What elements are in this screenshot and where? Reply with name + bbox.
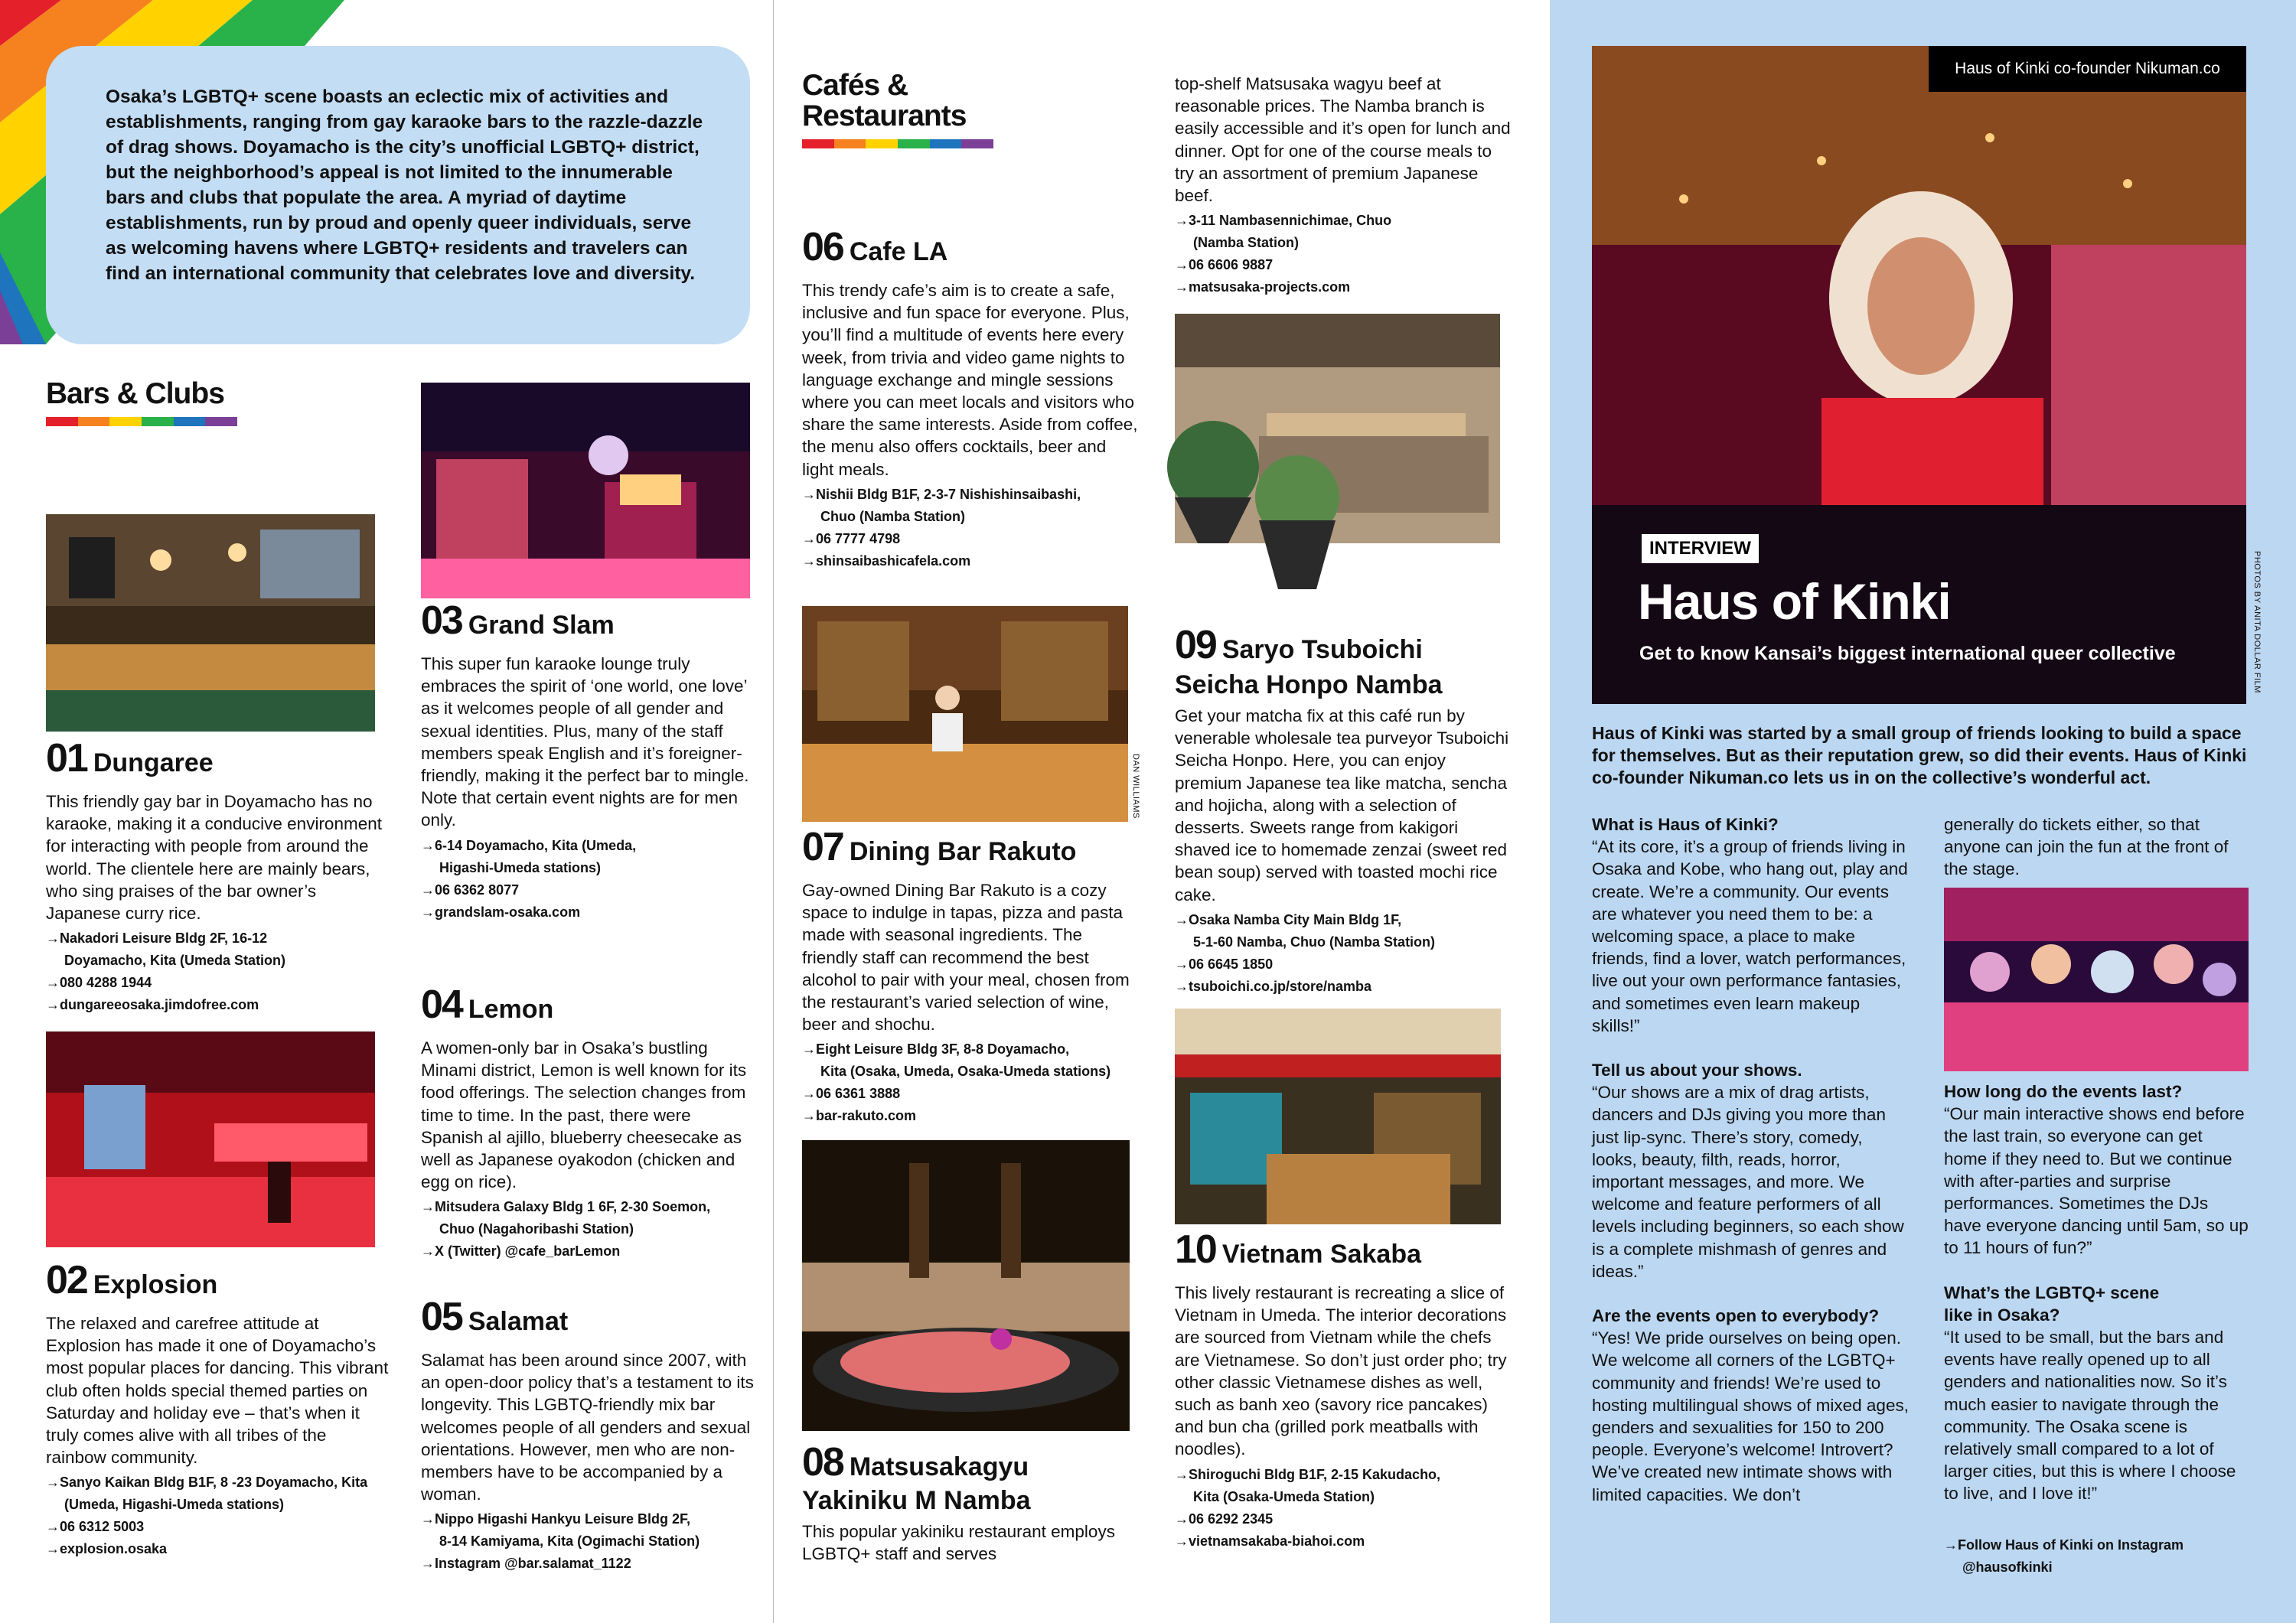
section-title-cafes-line1: Cafés & [802,69,908,102]
answer-continued: generally do tickets either, so that anyone can join the fun at the front of the stage. [1944,815,2229,879]
website-link[interactable]: →tsuboichi.co.jp/store/namba [1175,978,1372,994]
entry-body: Get your matcha fix at this café run by venerable wholesale tea purveyor Tsuboichi Seicha Honpo. Here, you can enjoy premium Japanese tea like matcha, sencha and hojicha, along with a selection of desserts. Sweets range from kakigori shaved ice to homemade zenzai (sweet red bean soup) served with toasted mochi rice cake. [1175,706,1509,904]
arrow-icon: → [1175,956,1189,972]
entry-number: 08 [802,1440,843,1484]
section-header-cafes [802,70,1001,148]
arrow-icon: → [1175,1511,1189,1527]
phone: →06 6645 1850 [1175,956,1274,972]
arrow-icon: → [421,1556,435,1572]
entry-name: Explosion [93,1270,218,1299]
entry-dungaree [46,736,383,1016]
arrow-icon: → [46,975,60,991]
question-line2: like in Osaka? [1944,1305,2060,1325]
arrow-icon: → [802,530,816,546]
interview-column-left [1592,813,1910,1506]
arrow-icon: → [1175,279,1189,295]
address-line2: Chuo (Namba Station) [820,508,965,524]
entry-body: This trendy cafe’s aim is to create a safe, inclusive and fun space for everyone. Plus, you’ll find a multitude of events here every week, from trivia and video game nights to language exchange and mingle sessions where you can meet locals and visitors who share the same interests. Aside from coffee, the menu also offers cocktails, beer and light meals. [802,281,1138,479]
entry-cafe-la [802,225,1139,572]
interview-tag: INTERVIEW [1642,534,1759,563]
arrow-icon: → [421,837,435,853]
entry-number: 04 [421,983,462,1027]
rainbow-bar [802,139,993,148]
entry-matsusaka-continued [1175,73,1512,298]
entry-body: Gay-owned Dining Bar Rakuto is a cozy space to indulge in tapas, pizza and pasta made with seasonal ingredients. The friendly staff can recommend the best alcohol to pair with your meal, chosen from the restaurant’s varied selection of wine, beer and shochu. [802,881,1130,1035]
phone: →06 6361 3888 [802,1086,901,1102]
phone: →06 6362 8077 [421,882,520,898]
arrow-icon: → [1175,911,1189,927]
arrow-icon: → [1175,213,1189,229]
website-link[interactable]: →vietnamsakaba-biahoi.com [1175,1533,1365,1549]
entry-number: 01 [46,736,87,781]
entry-body: This lively restaurant is recreating a slice of Vietnam in Umeda. The interior decorations are sourced from Vietnam while the chefs are Vietnamese. So don’t just order pho; try other classic Vietnamese dishes as well, such as banh xeo (savory rice pancakes) and bun cha (grilled pork meatballs with noodles). [1175,1283,1507,1459]
interview-title: Haus of Kinki [1638,573,1951,630]
question: Are the events open to everybody? [1592,1306,1880,1326]
entry-name-line2: Yakiniku M Namba [802,1486,1031,1515]
address-line2: (Umeda, Higashi-Umeda stations) [64,1497,285,1513]
entry-name: Dungaree [93,748,214,777]
haus-of-kinki-group-photo [1944,888,2249,1071]
address-line2: Higashi-Umeda stations) [439,859,602,875]
arrow-icon: → [802,486,816,502]
entry-body: This super fun karaoke lounge truly embraces the spirit of ‘one world, one love’ as it welcomes people of all gender and sexual identities. Plus, many of the staff members speak English and it’s foreigner-friendly, making it the perfect bar to mingle. Note that certain event nights are for men only. [421,654,749,830]
section-title-cafes-line2: Restaurants [802,99,967,132]
arrow-icon: → [46,1541,60,1557]
arrow-icon: → [46,930,60,947]
social-link[interactable]: →Instagram @bar.salamat_1122 [421,1556,631,1572]
entry-name: Dining Bar Rakuto [849,837,1077,866]
intro-text: Osaka’s LGBTQ+ scene boasts an eclectic mix of activities and establishments, ranging from gay karaoke bars to the razzle-dazzle of drag shows. Doyamacho is the city’s unofficial LGBTQ+ district, but the neighborhood’s appeal is not limited to the innumerable bars and clubs that populate the area. A myriad of daytime establishments, run by proud and openly queer individuals, serve as welcoming havens where LGBTQ+ residents and travelers can find an international community that celebrates love and diversity. [106,86,703,284]
question: What is Haus of Kinki? [1592,815,1779,834]
interview-lead: Haus of Kinki was started by a small group of friends looking to build a space for themselves. But as their reputation grew, so did their events. Haus of Kinki co-founder Nikuman.co lets us in on the collective’s wonderful act. [1592,723,2247,788]
social-link[interactable]: →X (Twitter) @cafe_barLemon [421,1243,621,1260]
photo-caption: Haus of Kinki co-founder Nikuman.co [1929,46,2246,92]
address: →Nakadori Leisure Bldg 2F, 16-12 [46,930,268,947]
photo-credit: DAN WILLIAMS [1131,754,1140,819]
grand-slam-photo [421,383,750,598]
answer: “Our main interactive shows end before the last train, so everyone can get home if they need to. But we continue with after-parties and surprise performances. Sometimes the DJs have everyone dancing until 5am, so up to 11 hours of fun?” [1944,1104,2249,1258]
entry-name: Lemon [468,995,554,1024]
address: →Osaka Namba City Main Bldg 1F, [1175,911,1402,927]
address-line2: 8-14 Kamiyama, Kita (Ogimachi Station) [439,1533,700,1550]
entry-body: This popular yakiniku restaurant employs LGBTQ+ staff and serves [802,1522,1115,1564]
entry-number: 09 [1175,623,1216,667]
phone: →06 6312 5003 [46,1519,145,1535]
phone: →080 4288 1944 [46,975,152,991]
arrow-icon: → [1944,1537,1958,1553]
question: Tell us about your shows. [1592,1061,1802,1080]
entry-name-line1: Saryo Tsuboichi [1221,635,1423,664]
answer: “At its core, it’s a group of friends living in Osaka and Kobe, who hang out, play and create. We’re a community. Our events are whatever you need them to be: a welcoming space, a place to make friends, find a lover, watch performances, live out your own performance fantasies, and sometimes even learn makeup skills!” [1592,837,1908,1035]
website-link[interactable]: →explosion.osaka [46,1541,168,1557]
entry-name-line2: Seicha Honpo Namba [1175,670,1443,699]
address: →6-14 Doyamacho, Kita (Umeda, [421,837,637,853]
arrow-icon: → [802,1041,816,1058]
interview-subtitle: Get to know Kansai’s biggest international queer collective [1639,643,2176,664]
instagram-follow-link[interactable]: →Follow Haus of Kinki on Instagram @hausofkinki [1944,1534,2250,1579]
arrow-icon: → [421,1511,435,1527]
entry-number: 02 [46,1258,87,1302]
vietnam-sakaba-photo [1175,1009,1501,1224]
photo-credit: PHOTOS BY ANITA DOLLAR FILM [2252,551,2262,693]
rakuto-photo [802,606,1128,822]
explosion-photo [46,1031,375,1247]
entry-name-line1: Matsusakagyu [849,1452,1029,1481]
entry-name: Cafe LA [849,237,948,266]
phone: →06 7777 4798 [802,530,901,546]
entry-lemon [421,983,758,1263]
tsuboichi-photo [1144,314,1500,603]
instagram-handle: @hausofkinki [1962,1559,2053,1575]
address: →Sanyo Kaikan Bldg B1F, 8 -23 Doyamacho, Kita [46,1475,368,1491]
entry-name: Vietnam Sakaba [1221,1240,1422,1269]
entry-matsusaka [802,1440,1139,1565]
entry-tsuboichi [1175,623,1512,998]
arrow-icon: → [802,552,816,569]
arrow-icon: → [1175,978,1189,994]
arrow-icon: → [421,882,435,898]
address: →Mitsudera Galaxy Bldg 1 6F, 2-30 Soemon, [421,1199,711,1215]
address: →Nishii Bldg B1F, 2-3-7 Nishishinsaibashi, [802,486,1081,502]
interview-column-right-lower [1944,1080,2250,1579]
entry-number: 07 [802,825,843,869]
arrow-icon: → [1175,1533,1189,1549]
arrow-icon: → [421,1199,435,1215]
website-link[interactable]: →bar-rakuto.com [802,1108,917,1124]
question-line1: What’s the LGBTQ+ scene [1944,1282,2160,1302]
matsusaka-beef-photo [802,1140,1130,1431]
address-line2: Chuo (Nagahoribashi Station) [439,1221,634,1237]
address: →Eight Leisure Bldg 3F, 8-8 Doyamacho, [802,1041,1070,1058]
entry-number: 05 [421,1295,462,1339]
entry-number: 10 [1175,1227,1216,1272]
arrow-icon: → [421,904,435,920]
website-link[interactable]: →shinsaibashicafela.com [802,552,971,569]
website-link[interactable]: →matsusaka-projects.com [1175,279,1351,295]
entry-number: 06 [802,225,843,269]
rainbow-bar [46,417,237,426]
arrow-icon: → [802,1108,816,1124]
answer: “Our shows are a mix of drag artists, dancers and DJs giving you more than just lip-sync. There’s story, comedy, looks, beauty, filth, reads, horror, important messages, and more. We welcome and feature performers of all levels including beginners, so each show is a complete mishmash of genres and ideas.” [1592,1083,1904,1281]
phone: →06 6606 9887 [1175,257,1274,273]
interview-column-right [1944,813,2250,881]
arrow-icon: → [46,1519,60,1535]
entry-rakuto [802,825,1139,1127]
dungaree-photo [46,514,375,732]
answer: “Yes! We pride ourselves on being open. We welcome all corners of the LGBTQ+ community and friends! We’re used to hosting multilingual shows of mixed ages, genders and sexualities for 150 to 200 people. Everyone’s welcome! Introvert? We’ve created new intimate shows with limited capacities. We don’t [1592,1328,1909,1504]
entry-name: Grand Slam [468,611,615,640]
entry-name: Salamat [468,1307,569,1336]
question: How long do the events last? [1944,1082,2183,1101]
address: →3-11 Nambasennichimae, Chuo [1175,213,1392,229]
entry-explosion [46,1258,390,1560]
phone: →06 6292 2345 [1175,1511,1274,1527]
entry-grand-slam [421,598,758,924]
answer: “It used to be small, but the bars and events have really opened up to all genders and nationalities now. So it’s much easier to navigate through the community. The Osaka scene is relatively small compared to a lot of larger cities, but this is where I choose to live, and I love it!” [1944,1328,2236,1504]
address-line2: 5-1-60 Namba, Chuo (Namba Station) [1193,934,1436,950]
entry-body: The relaxed and carefree attitude at Explosion has made it one of Doyamacho’s most popular places for dancing. This vibrant club often holds special themed parties on Saturday and holiday eve – that’s when it truly comes alive with all tribes of the rainbow community. [46,1314,389,1468]
entry-body-continued: top-shelf Matsusaka wagyu beef at reasonable prices. The Namba branch is easily accessible and it’s open for lunch and dinner. Opt for one of the course meals to try an assortment of premium Japanese beef. [1175,74,1511,206]
section-title-bars: Bars & Clubs [46,377,224,410]
arrow-icon: → [46,1475,60,1491]
entry-vietnam-sakaba [1175,1227,1512,1553]
website-link[interactable]: →grandslam-osaka.com [421,904,581,920]
entry-salamat [421,1295,758,1575]
intro-box [46,46,750,344]
address-line2: Doyamacho, Kita (Umeda Station) [64,953,286,969]
entry-body: A women-only bar in Osaka’s bustling Minami district, Lemon is well known for its food offerings. The selection changes from time to time. In the past, there were Spanish al ajillo, blueberry cheesecake as well as Japanese oyakodon (chicken and egg on rice). [421,1038,747,1192]
section-header-bars [46,379,237,426]
entry-number: 03 [421,598,462,643]
address-line2: (Namba Station) [1193,235,1300,251]
arrow-icon: → [421,1243,435,1260]
entry-body: This friendly gay bar in Doyamacho has no karaoke, making it a conducive environment for interacting with people from around the world. The clientele here are mainly bears, who sing praises of the bar owner’s Japanese curry rice. [46,792,382,924]
address: →Shiroguchi Bldg B1F, 2-15 Kakudacho, [1175,1466,1441,1482]
column-divider [773,0,774,1623]
arrow-icon: → [1175,257,1189,273]
entry-body: Salamat has been around since 2007, with an open-door policy that’s a testament to its longevity. This LGBTQ-friendly mix bar welcomes people of all genders and sexual orientations. However, men who are non-members have to be accompanied by a woman. [421,1351,754,1504]
address: →Nippo Higashi Hankyu Leisure Bldg 2F, [421,1511,691,1527]
address-line2: Kita (Osaka, Umeda, Osaka-Umeda stations) [820,1064,1111,1080]
address-line2: Kita (Osaka-Umeda Station) [1193,1488,1375,1504]
website-link[interactable]: →dungareeosaka.jimdofree.com [46,997,259,1013]
arrow-icon: → [802,1086,816,1102]
arrow-icon: → [46,997,60,1013]
arrow-icon: → [1175,1466,1189,1482]
